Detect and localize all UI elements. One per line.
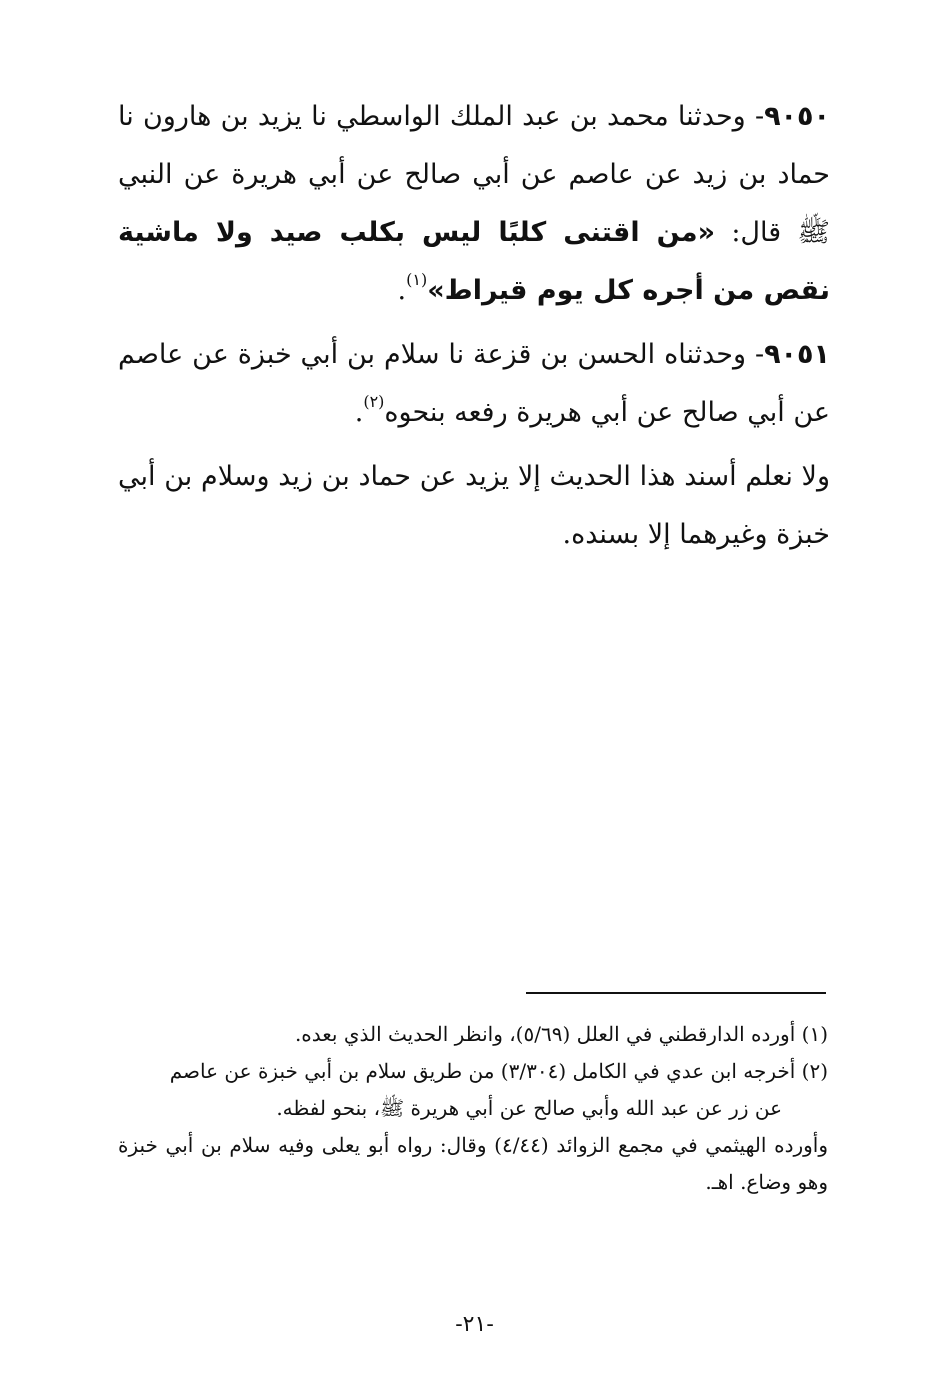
- footnote-2: (٢) أخرجه ابن عدي في الكامل (٣/٣٠٤) من طريق سلام بن أبي خبزة عن عاصم: [169, 1059, 828, 1083]
- footnote-2-haythami: وأورده الهيثمي في مجمع الزوائد (٤/٤٤) وقال: رواه أبو يعلى وفيه سلام بن أبي خبزة وهو وضاع. اهـ.: [118, 1133, 829, 1194]
- author-remark: ولا نعلم أسند هذا الحديث إلا يزيد عن حماد بن زيد وسلام بن أبي خبزة وغيرهما إلا بسنده.: [118, 461, 830, 550]
- footnotes: [118, 1016, 828, 1201]
- footnote-1: (١) أورده الدارقطني في العلل (٥/٦٩)، وانظر الحديث الذي بعده.: [294, 1022, 828, 1046]
- footnote-2-continued: عن زر عن عبد الله وأبي صالح عن أبي هريرة ﷺ، بنحو لفظه.: [276, 1096, 782, 1120]
- hadith-isnad: - وحدثناه الحسن بن قزعة نا سلام بن أبي خبزة عن عاصم عن أبي صالح عن أبي هريرة رفعه بنحوه: [118, 339, 830, 428]
- footnote-separator: [526, 992, 826, 994]
- footnote-ref-1: (١): [406, 270, 428, 289]
- hadith-end: .: [354, 397, 364, 428]
- hadith-number: ٩٠٥١: [764, 339, 830, 370]
- footnote-ref-2: (٢): [363, 392, 385, 411]
- page-number: -٢١-: [455, 1312, 494, 1337]
- hadith-9051: [118, 326, 830, 442]
- hadith-matn: «من اقتنى كلبًا ليس بكلب صيد ولا ماشية نقص من أجره كل يوم قيراط»: [118, 217, 830, 306]
- hadith-isnad: - وحدثنا محمد بن عبد الملك الواسطي نا يزيد بن هارون نا حماد بن زيد عن عاصم عن أبي صالح عن أبي هريرة عن النبي ﷺ قال:: [118, 101, 830, 248]
- hadith-9050: [118, 88, 830, 320]
- hadith-number: ٩٠٥٠: [764, 101, 830, 132]
- hadith-end: .: [397, 275, 407, 306]
